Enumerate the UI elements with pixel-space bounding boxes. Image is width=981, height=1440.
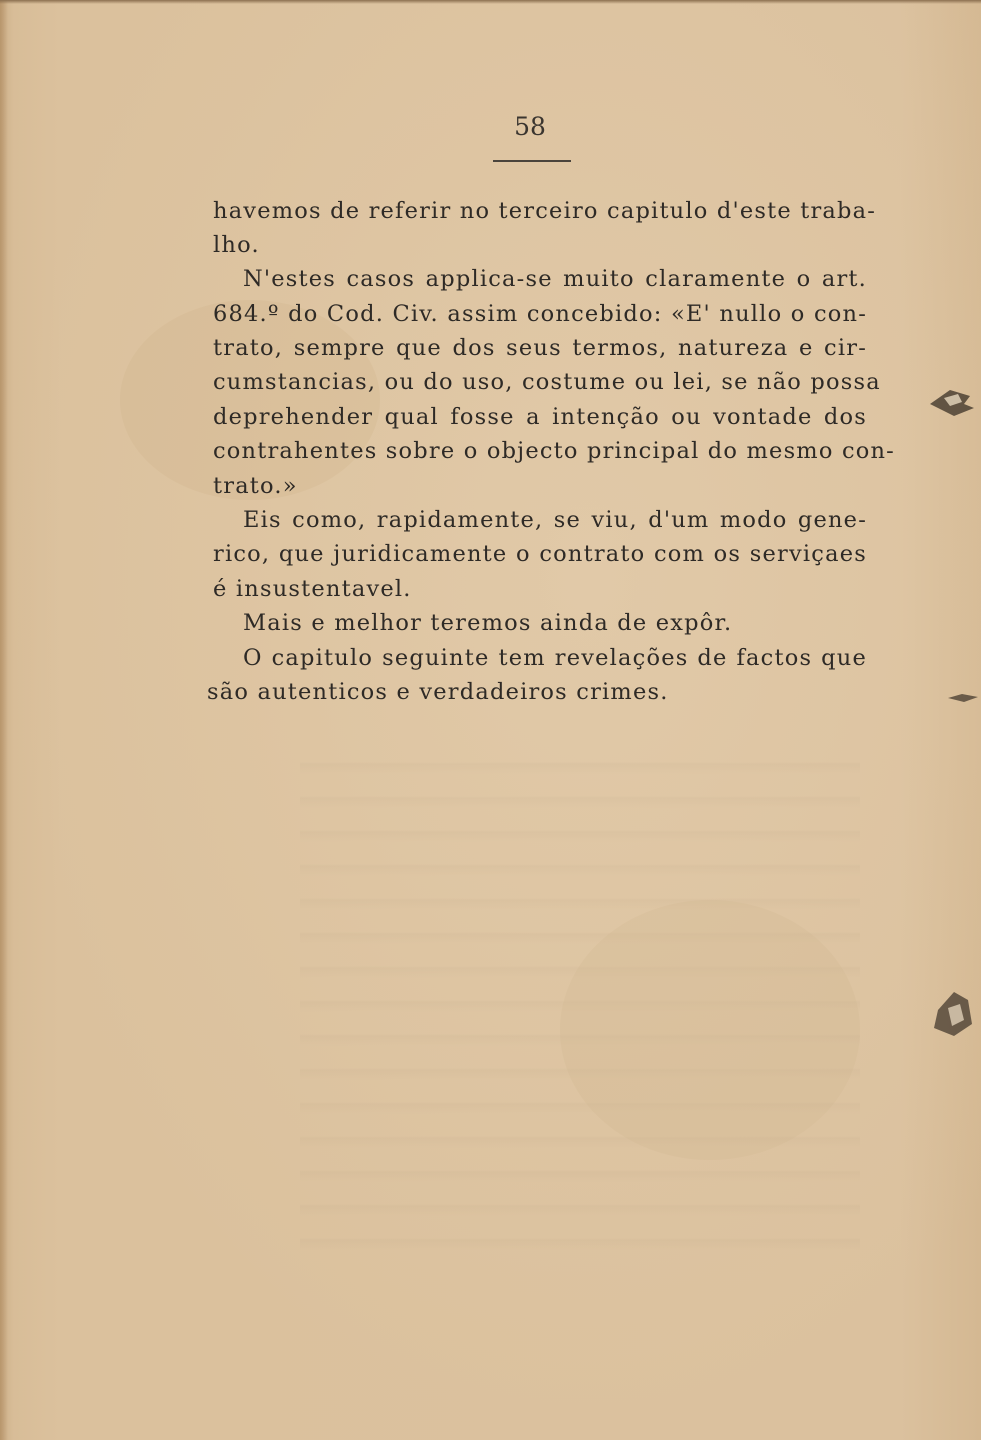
text-line: Mais e melhor teremos ainda de expôr.: [243, 610, 733, 636]
text-line: havemos de referir no terceiro capitulo d'este traba-: [213, 198, 877, 224]
text-line: N'estes casos applica-se muito claramente o art.: [243, 266, 867, 292]
text-line: são autenticos e verdadeiros crimes.: [207, 679, 669, 705]
text-line: lho.: [213, 232, 260, 258]
text-line: 684.º do Cod. Civ. assim concebido: «E' nullo o con-: [213, 301, 867, 327]
text-line: é insustentavel.: [213, 576, 412, 602]
text-line: contrahentes sobre o objecto principal do mesmo con-: [213, 438, 895, 464]
text-line: trato.»: [213, 473, 298, 499]
text-line: Eis como, rapidamente, se viu, d'um modo gene-: [243, 507, 867, 533]
page-number: 58: [514, 112, 546, 141]
paper-stain: [560, 900, 860, 1160]
text-line: rico, que juridicamente o contrato com os serviçaes: [213, 541, 867, 567]
text-line: cumstancias, ou do uso, costume ou lei, se não possa: [213, 369, 881, 395]
binding-hole-mark: [946, 688, 980, 708]
text-line: O capitulo seguinte tem revelações de factos que: [243, 645, 867, 671]
binding-hole-mark: [924, 374, 978, 428]
page-top-edge: [0, 0, 981, 4]
binding-hole-mark: [924, 984, 978, 1046]
page-left-edge: [0, 0, 8, 1440]
text-line: trato, sempre que dos seus termos, natureza e cir-: [213, 335, 867, 361]
text-line: deprehender qual fosse a intenção ou vontade dos: [213, 404, 867, 430]
header-rule: [493, 160, 571, 162]
